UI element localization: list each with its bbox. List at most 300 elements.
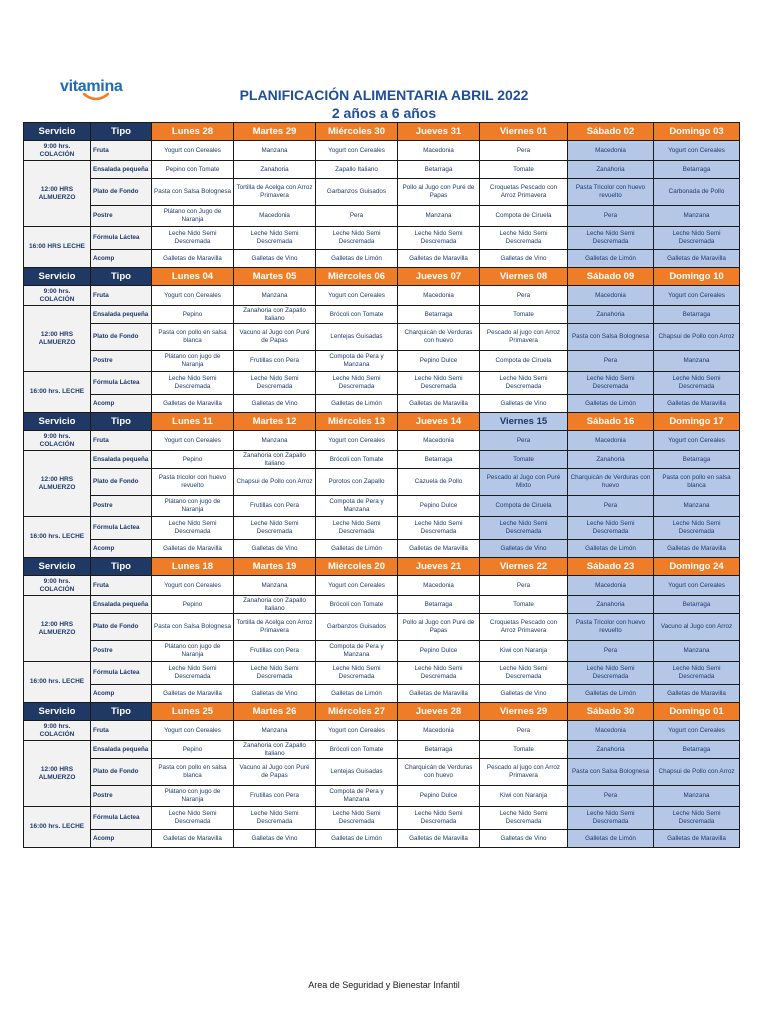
meal-cell: Tomate [480,451,568,469]
meal-cell: Compota de Pera y Manzana [316,786,398,807]
meal-cell: Pera [480,576,568,596]
meal-cell: Pera [568,206,654,227]
meal-cell: Tortilla de Acelga con Arroz Primavera [234,614,316,641]
meal-cell: Brócoli con Tomate [316,741,398,759]
meal-cell: Pepino Dulce [398,496,480,517]
meal-cell: Leche Nido Semi Descremada [316,372,398,395]
meal-cell: Manzana [654,351,740,372]
meal-cell: Galletas de Maravilla [654,540,740,558]
meal-cell: Galletas de Maravilla [654,685,740,703]
meal-cell: Pera [568,641,654,662]
tipo-label: Ensalada pequeña [91,306,152,324]
meal-cell: Leche Nido Semi Descremada [152,227,234,250]
meal-cell: Leche Nido Semi Descremada [654,662,740,685]
day-header: Lunes 11 [152,413,234,431]
meal-cell: Pera [480,431,568,451]
meal-cell: Pasta con pollo en salsa blanca [654,469,740,496]
day-header: Lunes 04 [152,268,234,286]
service-label: 9:00 hrs. COLACIÓN [24,576,91,596]
menu-row-fondo [24,759,740,786]
tipo-label: Postre [91,496,152,517]
day-header: Domingo 10 [654,268,740,286]
meal-cell: Kiwi con Naranja [480,641,568,662]
meal-cell: Macedonia [568,721,654,741]
meal-cell: Galletas de Maravilla [654,395,740,413]
menu-row-fruta [24,721,740,741]
meal-cell: Lentejas Guisadas [316,759,398,786]
meal-cell: Betarraga [654,741,740,759]
meal-cell: Pepino [152,306,234,324]
meal-cell: Leche Nido Semi Descremada [152,372,234,395]
tipo-label: Ensalada pequeña [91,451,152,469]
meal-cell: Leche Nido Semi Descremada [568,372,654,395]
meal-cell: Manzana [234,721,316,741]
meal-cell: Macedonia [234,206,316,227]
meal-cell: Manzana [398,206,480,227]
day-header: Sábado 02 [568,123,654,141]
meal-cell: Galletas de Maravilla [152,685,234,703]
service-label: 16:00 hrs. LECHE [24,372,91,413]
meal-cell: Leche Nido Semi Descremada [316,662,398,685]
meal-cell: Zanahoria [568,161,654,179]
meal-cell: Leche Nido Semi Descremada [234,517,316,540]
day-header: Domingo 03 [654,123,740,141]
day-header: Lunes 28 [152,123,234,141]
meal-cell: Charquicán de Verduras con huevo [568,469,654,496]
meal-cell: Galletas de Limón [316,395,398,413]
week-header-row [24,123,740,141]
menu-row-fondo [24,614,740,641]
meal-cell: Galletas de Vino [480,250,568,268]
day-header: Sábado 16 [568,413,654,431]
meal-cell: Leche Nido Semi Descremada [654,227,740,250]
tipo-label: Fórmula Láctea [91,662,152,685]
meal-cell: Chapsui de Pollo con Arroz [654,759,740,786]
meal-cell: Galletas de Limón [316,830,398,848]
meal-cell: Zanahoria con Zapallo Italiano [234,741,316,759]
meal-cell: Zanahoria [568,596,654,614]
meal-cell: Charquicán de Verduras con huevo [398,324,480,351]
menu-row-ensalada [24,451,740,469]
tipo-label: Fruta [91,286,152,306]
service-label: 9:00 hrs. COLACIÓN [24,431,91,451]
meal-cell: Plátano con jugo de Naranja [152,351,234,372]
week-header-row [24,413,740,431]
meal-cell: Leche Nido Semi Descremada [316,807,398,830]
meal-cell: Vacuno al Jugo con Arroz [654,614,740,641]
meal-cell: Galletas de Vino [480,830,568,848]
meal-cell: Pepino Dulce [398,786,480,807]
meal-cell: Galletas de Limón [568,685,654,703]
meal-cell: Zanahoria con Zapallo Italiano [234,596,316,614]
meal-cell: Tomate [480,596,568,614]
meal-cell: Carbonada de Pollo [654,179,740,206]
menu-row-postre [24,786,740,807]
meal-cell: Leche Nido Semi Descremada [152,662,234,685]
menu-row-formula [24,662,740,685]
menu-table [23,122,740,848]
day-header: Martes 12 [234,413,316,431]
menu-row-fondo [24,469,740,496]
meal-cell: Pescado al Jugo con Puré Mixto [480,469,568,496]
day-header: Sábado 30 [568,703,654,721]
service-label: 16:00 HRS LECHE [24,227,91,268]
meal-cell: Galletas de Maravilla [398,540,480,558]
tipo-label: Plato de Fondo [91,469,152,496]
meal-cell: Leche Nido Semi Descremada [568,517,654,540]
tipo-label: Fruta [91,431,152,451]
meal-cell: Pescado al jugo con Arroz Primavera [480,324,568,351]
meal-cell: Pollo al Jugo con Puré de Papas [398,614,480,641]
day-header: Martes 19 [234,558,316,576]
col-header-tipo: Tipo [91,558,152,576]
meal-cell: Garbanzos Guisados [316,614,398,641]
menu-row-ensalada [24,161,740,179]
meal-cell: Zanahoria [568,451,654,469]
meal-cell: Manzana [234,141,316,161]
day-header: Jueves 28 [398,703,480,721]
meal-cell: Pepino Dulce [398,351,480,372]
logo-text: vitamina [60,78,123,95]
service-label: 12:00 HRS ALMUERZO [24,451,91,517]
tipo-label: Postre [91,206,152,227]
meal-cell: Leche Nido Semi Descremada [398,807,480,830]
tipo-label: Plato de Fondo [91,759,152,786]
day-header: Sábado 23 [568,558,654,576]
meal-cell: Galletas de Maravilla [654,830,740,848]
tipo-label: Ensalada pequeña [91,741,152,759]
meal-cell: Leche Nido Semi Descremada [152,807,234,830]
meal-cell: Chapsui de Pollo con Arroz [234,469,316,496]
meal-cell: Yogurt con Cereales [654,721,740,741]
meal-cell: Leche Nido Semi Descremada [398,517,480,540]
col-header-servicio: Servicio [24,558,91,576]
meal-cell: Leche Nido Semi Descremada [654,517,740,540]
meal-cell: Porotos con Zapallo [316,469,398,496]
meal-cell: Leche Nido Semi Descremada [316,517,398,540]
meal-cell: Pasta con Salsa Bolognesa [568,759,654,786]
meal-cell: Compota de Ciruela [480,496,568,517]
meal-cell: Plátano con jugo de Naranja [152,496,234,517]
tipo-label: Plato de Fondo [91,324,152,351]
meal-cell: Manzana [234,576,316,596]
meal-cell: Manzana [234,431,316,451]
meal-cell: Tomate [480,161,568,179]
menu-row-fondo [24,179,740,206]
meal-cell: Leche Nido Semi Descremada [568,227,654,250]
menu-row-postre [24,351,740,372]
day-header: Sábado 09 [568,268,654,286]
service-label: 12:00 HRS ALMUERZO [24,161,91,227]
meal-cell: Lentejas Guisadas [316,324,398,351]
meal-cell: Macedonia [568,576,654,596]
meal-cell: Croquetas Pescado con Arroz Primavera [480,614,568,641]
tipo-label: Fórmula Láctea [91,227,152,250]
meal-cell: Leche Nido Semi Descremada [568,662,654,685]
meal-cell: Leche Nido Semi Descremada [398,372,480,395]
menu-row-postre [24,496,740,517]
meal-cell: Galletas de Maravilla [152,830,234,848]
meal-cell: Compota de Pera y Manzana [316,496,398,517]
meal-cell: Manzana [654,496,740,517]
day-header: Jueves 14 [398,413,480,431]
meal-cell: Garbanzos Guisados [316,179,398,206]
meal-cell: Leche Nido Semi Descremada [398,227,480,250]
tipo-label: Fruta [91,576,152,596]
meal-cell: Compota de Pera y Manzana [316,641,398,662]
meal-cell: Tortilla de Acelga con Arroz Primavera [234,179,316,206]
day-header: Miércoles 13 [316,413,398,431]
meal-cell: Leche Nido Semi Descremada [398,662,480,685]
meal-cell: Plátano con Jugo de Naranja [152,206,234,227]
meal-cell: Leche Nido Semi Descremada [654,372,740,395]
tipo-label: Fórmula Láctea [91,807,152,830]
meal-cell: Pera [568,351,654,372]
meal-cell: Galletas de Maravilla [398,685,480,703]
menu-row-fruta [24,431,740,451]
meal-cell: Brócoli con Tomate [316,596,398,614]
meal-cell: Frutillas con Pera [234,641,316,662]
meal-cell: Macedonia [568,431,654,451]
col-header-servicio: Servicio [24,123,91,141]
meal-cell: Macedonia [398,576,480,596]
menu-row-acomp [24,685,740,703]
meal-cell: Pasta con pollo en salsa blanca [152,324,234,351]
week-header-row [24,558,740,576]
meal-cell: Leche Nido Semi Descremada [234,372,316,395]
tipo-label: Postre [91,641,152,662]
meal-cell: Galletas de Maravilla [654,250,740,268]
meal-cell: Zanahoria con Zapallo Italiano [234,306,316,324]
tipo-label: Ensalada pequeña [91,596,152,614]
day-header: Viernes 22 [480,558,568,576]
service-label: 12:00 HRS ALMUERZO [24,741,91,807]
col-header-tipo: Tipo [91,703,152,721]
meal-cell: Macedonia [398,141,480,161]
meal-cell: Pasta con Salsa Bolognesa [152,614,234,641]
week-header-row [24,703,740,721]
meal-cell: Zapallo Italiano [316,161,398,179]
menu-row-formula [24,517,740,540]
meal-cell: Manzana [654,786,740,807]
col-header-servicio: Servicio [24,703,91,721]
menu-row-formula [24,372,740,395]
meal-cell: Leche Nido Semi Descremada [480,227,568,250]
menu-row-ensalada [24,596,740,614]
day-header: Domingo 17 [654,413,740,431]
day-header: Miércoles 20 [316,558,398,576]
meal-cell: Chapsui de Pollo con Arroz [654,324,740,351]
meal-cell: Tomate [480,741,568,759]
meal-cell: Pepino Dulce [398,641,480,662]
meal-cell: Pepino [152,596,234,614]
meal-cell: Galletas de Vino [234,250,316,268]
meal-cell: Macedonia [398,286,480,306]
meal-cell: Pera [568,786,654,807]
menu-row-acomp [24,540,740,558]
service-label: 12:00 HRS ALMUERZO [24,306,91,372]
service-label: 9:00 hrs. COLACIÓN [24,141,91,161]
col-header-servicio: Servicio [24,268,91,286]
meal-cell: Croquetas Pescado con Arroz Primavera [480,179,568,206]
meal-cell: Manzana [654,641,740,662]
meal-cell: Leche Nido Semi Descremada [152,517,234,540]
meal-cell: Yogurt con Cereales [654,576,740,596]
tipo-label: Plato de Fondo [91,614,152,641]
meal-cell: Yogurt con Cereales [316,286,398,306]
day-header: Jueves 07 [398,268,480,286]
meal-cell: Betarraga [398,306,480,324]
tipo-label: Postre [91,786,152,807]
meal-cell: Betarraga [654,451,740,469]
day-header: Martes 29 [234,123,316,141]
meal-cell: Pescado al jugo con Arroz Primavera [480,759,568,786]
page-title: PLANIFICACIÓN ALIMENTARIA ABRIL 2022 [239,87,529,103]
col-header-tipo: Tipo [91,413,152,431]
meal-cell: Betarraga [398,161,480,179]
meal-cell: Compota de Ciruela [480,351,568,372]
meal-cell: Brócoli con Tomate [316,451,398,469]
meal-cell: Macedonia [398,431,480,451]
meal-cell: Manzana [234,286,316,306]
meal-cell: Zanahoria [234,161,316,179]
day-header: Martes 05 [234,268,316,286]
meal-cell: Betarraga [398,451,480,469]
meal-cell: Galletas de Limón [316,540,398,558]
meal-cell: Galletas de Vino [234,830,316,848]
day-header: Viernes 29 [480,703,568,721]
meal-cell: Yogurt con Cereales [654,141,740,161]
tipo-label: Fruta [91,721,152,741]
meal-cell: Leche Nido Semi Descremada [480,807,568,830]
meal-cell: Pera [480,286,568,306]
meal-cell: Pepino [152,741,234,759]
menu-row-fondo [24,324,740,351]
meal-cell: Pasta Tricolor con huevo revuelto [568,179,654,206]
meal-cell: Cazuela de Pollo [398,469,480,496]
menu-row-formula [24,227,740,250]
meal-cell: Galletas de Limón [568,250,654,268]
meal-cell: Pera [568,496,654,517]
menu-row-ensalada [24,306,740,324]
meal-cell: Pasta con Salsa Bolognesa [568,324,654,351]
meal-cell: Kiwi con Naranja [480,786,568,807]
meal-cell: Leche Nido Semi Descremada [234,662,316,685]
meal-cell: Leche Nido Semi Descremada [234,807,316,830]
meal-cell: Pera [480,721,568,741]
menu-row-formula [24,807,740,830]
tipo-label: Acomp [91,250,152,268]
meal-cell: Betarraga [654,161,740,179]
day-header: Viernes 01 [480,123,568,141]
day-header: Jueves 21 [398,558,480,576]
meal-cell: Galletas de Vino [234,685,316,703]
meal-cell: Frutillas con Pera [234,351,316,372]
meal-cell: Leche Nido Semi Descremada [480,662,568,685]
meal-cell: Galletas de Maravilla [398,395,480,413]
page-subtitle: 2 años a 6 años [331,105,437,121]
menu-row-acomp [24,395,740,413]
meal-cell: Galletas de Limón [568,540,654,558]
menu-row-postre [24,641,740,662]
tipo-label: Plato de Fondo [91,179,152,206]
meal-cell: Plátano con jugo de Naranja [152,641,234,662]
day-header: Domingo 24 [654,558,740,576]
menu-row-ensalada [24,741,740,759]
service-label: 16:00 hrs. LECHE [24,807,91,848]
meal-cell: Galletas de Maravilla [152,540,234,558]
meal-cell: Tomate [480,306,568,324]
meal-cell: Leche Nido Semi Descremada [568,807,654,830]
meal-cell: Yogurt con Cereales [152,431,234,451]
menu-row-fruta [24,141,740,161]
day-header: Viernes 08 [480,268,568,286]
meal-cell: Pasta con pollo en salsa blanca [152,759,234,786]
meal-cell: Betarraga [654,306,740,324]
meal-cell: Plátano con jugo de Naranja [152,786,234,807]
meal-cell: Manzana [654,206,740,227]
service-label: 9:00 hrs. COLACIÓN [24,721,91,741]
tipo-label: Fórmula Láctea [91,372,152,395]
tipo-label: Postre [91,351,152,372]
tipo-label: Acomp [91,540,152,558]
meal-cell: Frutillas con Pera [234,496,316,517]
meal-cell: Leche Nido Semi Descremada [480,372,568,395]
meal-cell: Yogurt con Cereales [316,141,398,161]
meal-cell: Betarraga [398,596,480,614]
meal-cell: Macedonia [568,141,654,161]
tipo-label: Acomp [91,395,152,413]
day-header: Domingo 01 [654,703,740,721]
col-header-servicio: Servicio [24,413,91,431]
meal-cell: Galletas de Limón [568,830,654,848]
meal-cell: Charquicán de Verduras con huevo [398,759,480,786]
meal-cell: Leche Nido Semi Descremada [654,807,740,830]
meal-cell: Galletas de Maravilla [152,395,234,413]
meal-cell: Galletas de Vino [234,395,316,413]
meal-cell: Zanahoria [568,741,654,759]
tipo-label: Acomp [91,830,152,848]
meal-cell: Brócoli con Tomate [316,306,398,324]
meal-cell: Galletas de Vino [480,685,568,703]
meal-cell: Pasta tricolor con huevo revuelto [152,469,234,496]
meal-cell: Macedonia [398,721,480,741]
meal-cell: Galletas de Limón [316,250,398,268]
meal-cell: Yogurt con Cereales [152,141,234,161]
meal-cell: Yogurt con Cereales [152,576,234,596]
meal-cell: Pasta Tricolor con huevo revuelto [568,614,654,641]
meal-cell: Galletas de Limón [316,685,398,703]
week-header-row [24,268,740,286]
menu-row-acomp [24,250,740,268]
meal-cell: Galletas de Maravilla [398,830,480,848]
meal-cell: Yogurt con Cereales [316,721,398,741]
day-header: Lunes 18 [152,558,234,576]
meal-cell: Pollo al Jugo con Puré de Papas [398,179,480,206]
meal-cell: Betarraga [398,741,480,759]
meal-cell: Galletas de Vino [480,395,568,413]
meal-cell: Vacuno al Jugo con Puré de Papas [234,759,316,786]
meal-cell: Leche Nido Semi Descremada [316,227,398,250]
day-header: Martes 26 [234,703,316,721]
meal-cell: Yogurt con Cereales [152,286,234,306]
meal-cell: Zanahoria [568,306,654,324]
col-header-tipo: Tipo [91,123,152,141]
meal-cell: Pera [480,141,568,161]
meal-cell: Pera [316,206,398,227]
service-label: 12:00 HRS ALMUERZO [24,596,91,662]
meal-cell: Galletas de Maravilla [152,250,234,268]
